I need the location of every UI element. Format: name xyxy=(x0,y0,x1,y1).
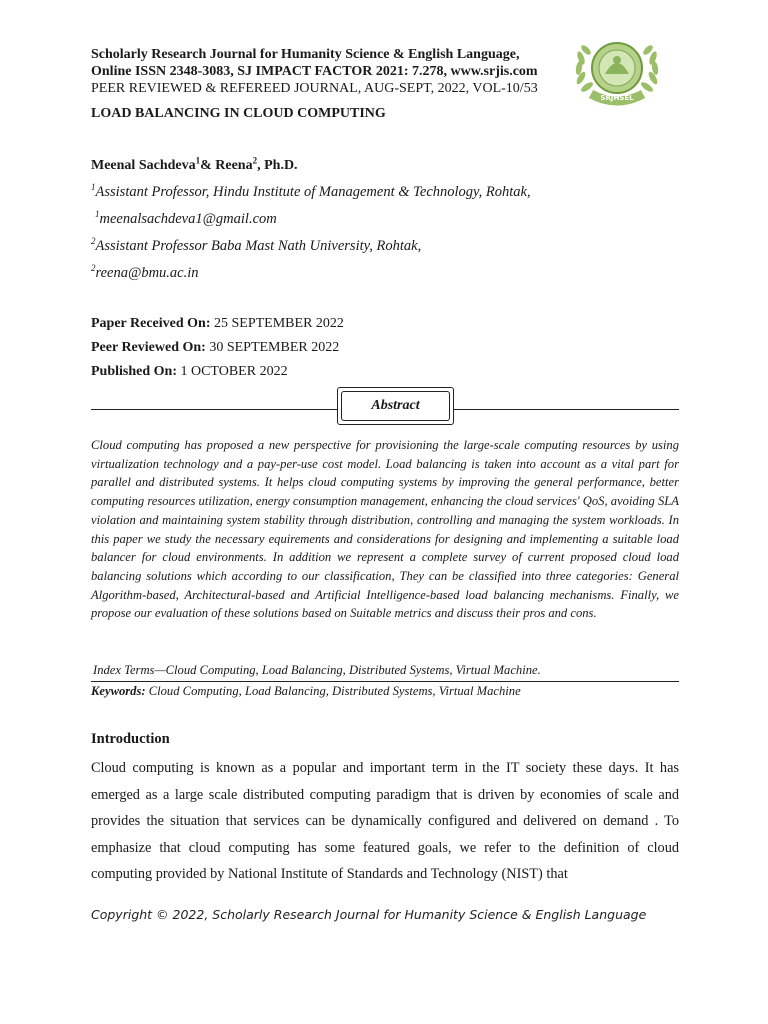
reviewed-date: Peer Reviewed On: 30 SEPTEMBER 2022 xyxy=(91,340,340,355)
keywords: Keywords: Cloud Computing, Load Balancing, Distributed Systems, Virtual Machine xyxy=(91,684,521,698)
laurel-logo-icon xyxy=(571,38,663,106)
keywords-rule xyxy=(91,681,679,682)
abstract-body xyxy=(91,436,679,623)
affiliation-1: $^1$Assistant Professor, Hindu Institute of Management & Technology, Rohtak, xyxy=(91,182,531,200)
abstract-rule-right xyxy=(454,409,679,410)
abstract-rule-left xyxy=(91,409,337,410)
received-date: Paper Received On: 25 SEPTEMBER 2022 xyxy=(91,316,344,331)
journal-issn: Online ISSN 2348-3083, SJ IMPACT FACTOR 2021: 7.278, www.srjis.com xyxy=(91,64,538,79)
journal-volume: PEER REVIEWED & REFEREED JOURNAL, AUG-SEPT, 2022, VOL-10/53 xyxy=(91,81,538,96)
abstract-text: Cloud computing has proposed a new perspective for provisioning the large-scale computing resources by using virtualization technology and a pay-per-use cost model. Load balancing is taken into account as a vital part for parallel and distributed systems. It helps cloud computing systems by improving the general performance, better computing resources utilization, energy consumption management, enhancing the cloud services' QoS, avoiding SLA violation and maintaining system stability through distribution, controlling and managing the system workloads. In this paper we study the necessary equirements and considerations for designing and implementing a suitable load balancer for cloud environments. In addition we represent a complete survey of current proposed cloud load balancing solutions which according to our classification, They can be classified into three categories: General Algorithm-based, Architectural-based and Artificial Intelligence-based load balancing mechanisms. Finally, we propose our evaluation of these solutions based on Suitable metrics and discuss their pros and cons. xyxy=(91,438,679,621)
author-email-1[interactable]: $^1$meenalsachdeva1@gmail.com xyxy=(95,209,277,227)
author-email-2[interactable]: $^2$reena@bmu.ac.in xyxy=(91,263,199,281)
author-line: Meenal Sachdeva$^1$& Reena$^2$, Ph.D. xyxy=(91,155,298,173)
copyright-footer: Copyright © 2022, Scholarly Research Journal for Humanity Science & English Language xyxy=(91,907,647,922)
index-terms: Index Terms—Cloud Computing, Load Balancing, Distributed Systems, Virtual Machine. xyxy=(93,663,541,677)
introduction-body xyxy=(91,755,679,888)
abstract-heading-box xyxy=(337,387,454,425)
logo-text: SRJHSEL xyxy=(600,94,634,102)
paper-title: LOAD BALANCING IN CLOUD COMPUTING xyxy=(91,106,386,121)
abstract-heading: Abstract xyxy=(341,391,450,421)
affiliation-2: $^2$Assistant Professor Baba Mast Nath University, Rohtak, xyxy=(91,236,422,254)
journal-name: Scholarly Research Journal for Humanity Science & English Language, xyxy=(91,47,520,62)
journal-logo xyxy=(571,38,663,106)
introduction-heading: Introduction xyxy=(91,731,170,747)
published-date: Published On: 1 OCTOBER 2022 xyxy=(91,364,288,379)
introduction-text: Cloud computing is known as a popular and important term in the IT society these days. It has emerged as a large scale distributed computing paradigm that is driven by economies of scale and provides the situation that services can be dynamically configured and delivered on demand . To emphasize that cloud computing has some featured goals, we refer to the definition of cloud computing provided by National Institute of Standards and Technology (NIST) that xyxy=(91,760,679,883)
